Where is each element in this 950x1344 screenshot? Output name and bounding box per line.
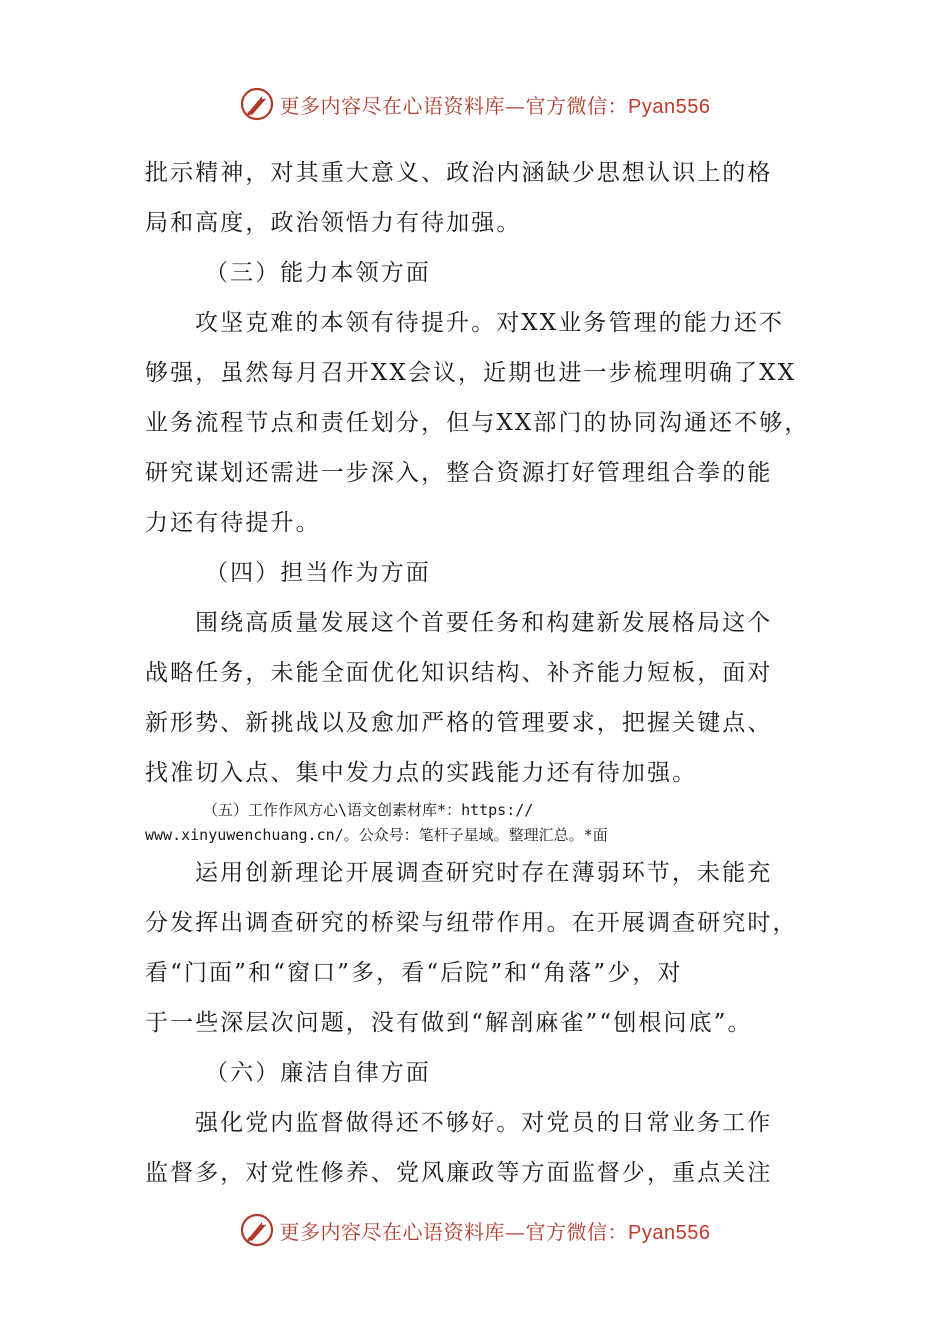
section-heading: （四）担当作为方面	[205, 560, 431, 586]
paragraph-line: 运用创新理论开展调查研究时存在薄弱环节，未能充	[195, 860, 773, 886]
paragraph-line: 监督多，对党性修养、党风廉政等方面监督少，重点关注	[145, 1160, 773, 1186]
watermark-line: （五）工作作风方心\语文创素材库*：https://	[203, 801, 534, 819]
paragraph-line: 批示精神，对其重大意义、政治内涵缺少思想认识上的格	[145, 160, 773, 186]
wechat-id: Pyan556	[628, 1221, 711, 1244]
banner-text: 更多内容尽在心语资料库—官方微信：Pyan556	[279, 93, 711, 118]
paragraph-line: 看“门面”和“窗口”多，看“后院”和“角落”少，对	[145, 960, 683, 986]
header-banner	[0, 84, 950, 124]
paragraph-line: 围绕高质量发展这个首要任务和构建新发展格局这个	[195, 610, 773, 636]
section-heading: （三）能力本领方面	[205, 260, 431, 286]
paragraph-line: 于一些深层次问题，没有做到“解剖麻雀”“刨根问底”。	[145, 1010, 753, 1036]
paragraph-line: 强化党内监督做得还不够好。对党员的日常业务工作	[195, 1110, 773, 1136]
paragraph-line: 研究谋划还需进一步深入，整合资源打好管理组合拳的能	[145, 460, 773, 486]
wechat-id: Pyan556	[628, 95, 711, 118]
paragraph-line: 够强，虽然每月召开XX会议，近期也进一步梳理明确了XX	[145, 360, 797, 386]
paragraph-line: 局和高度，政治领悟力有待加强。	[145, 210, 522, 236]
paragraph-line: 攻坚克难的本领有待提升。对XX业务管理的能力还不	[195, 310, 785, 336]
banner-text: 更多内容尽在心语资料库—官方微信：Pyan556	[279, 1219, 711, 1244]
watermark-line: www.xinyuwenchuang.cn/。公众号：笔杆子星域。整理汇总。*面	[145, 826, 608, 844]
paragraph-line: 新形势、新挑战以及愈加严格的管理要求，把握关键点、	[145, 710, 773, 736]
paragraph-line: 力还有待提升。	[145, 510, 321, 536]
paragraph-line: 业务流程节点和责任划分，但与XX部门的协同沟通还不够，	[145, 410, 810, 436]
paragraph-line: 分发挥出调查研究的桥梁与纽带作用。在开展调查研究时，	[145, 910, 798, 936]
paragraph-line: 找准切入点、集中发力点的实践能力还有待加强。	[145, 760, 698, 786]
paragraph-line: 战略任务，未能全面优化知识结构、补齐能力短板，面对	[145, 660, 773, 686]
footer-banner	[0, 1210, 950, 1250]
document-body	[145, 148, 815, 1198]
section-heading: （六）廉洁自律方面	[205, 1060, 431, 1086]
pen-nib-logo-icon	[240, 87, 274, 121]
pen-nib-logo-icon	[240, 1213, 274, 1247]
